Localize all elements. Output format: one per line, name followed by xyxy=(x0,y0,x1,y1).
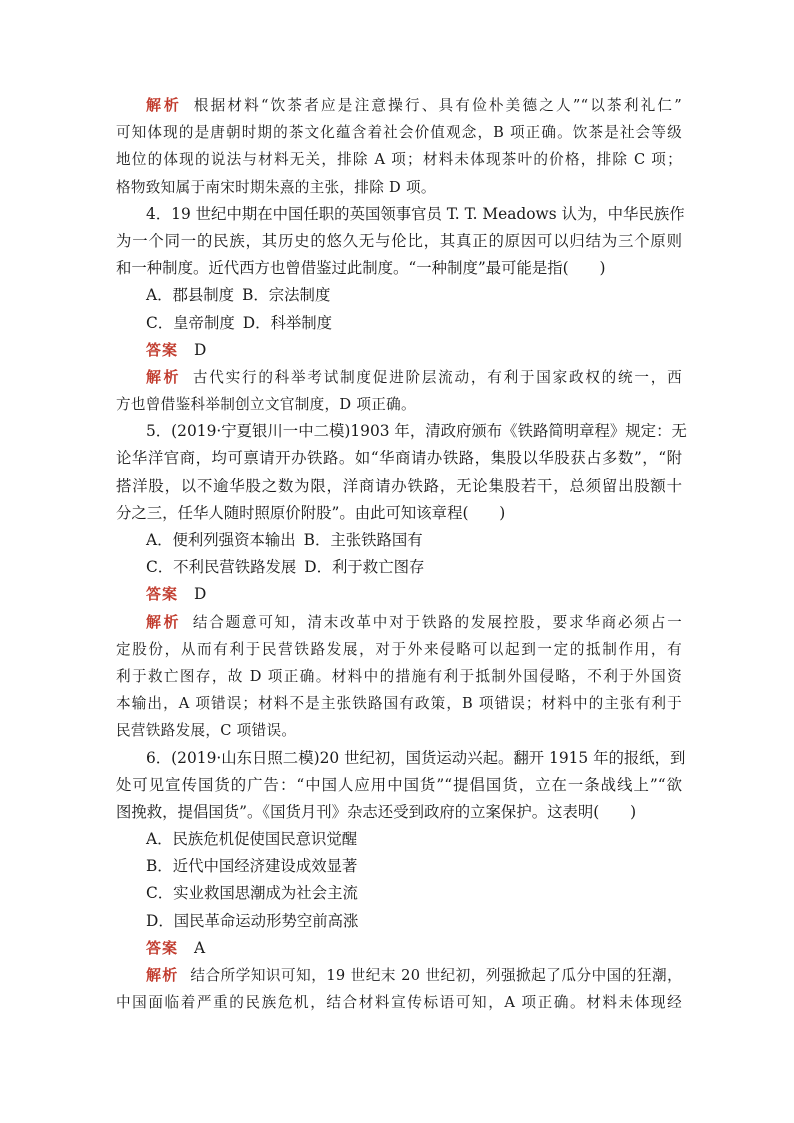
analysis-label: 解析 xyxy=(146,367,181,386)
answer-value: A xyxy=(194,938,206,957)
option-a: A．郡县制度 xyxy=(146,286,235,305)
question-stem-line: 5．(2019·宁夏银川一中二模)1903 年，清政府颁布《铁路简明章程》规定：无 xyxy=(146,422,687,441)
page-content xyxy=(116,92,687,1016)
analysis-line: 中国面临着严重的民族危机，结合材料宣传标语可知，A 项正确。材料未体现经 xyxy=(116,994,682,1012)
option-d: D．国民革命运动形势空前高涨 xyxy=(146,911,359,930)
question-stem-line: 6．(2019·山东日照二模)20 世纪初，国货运动兴起。翻开 1915 年的报纸，到 xyxy=(146,748,686,767)
analysis-line: 地位的体现的说法与材料无关，排除 A 项；材料未体现茶叶的价格，排除 C 项； xyxy=(116,151,682,169)
analysis-line: 解析 根据材料“饮茶者应是注意操行、具有俭朴美德之人”“以茶利礼仁” xyxy=(146,96,682,114)
question-stem-line: 和一种制度。近代西方也曾借鉴过此制度。“一种制度”最可能是指( ) xyxy=(116,259,606,278)
question-stem-line: 分之三，任华人随时照原价附股”。由此可知该章程( ) xyxy=(116,503,506,522)
option-b: B．主张铁路国有 xyxy=(303,531,423,549)
analysis-line: 可知体现的是唐朝时期的茶文化蕴含着社会价值观念，B 项正确。饮茶是社会等级 xyxy=(116,124,682,142)
question-stem-line: 4．19 世纪中期在中国任职的英国领事官员 T. T. Meadows 认为，中华民族作 xyxy=(146,204,685,223)
analysis-line: 格物致知属于南宋时期朱熹的主张，排除 D 项。 xyxy=(116,178,436,196)
analysis-label: 解析 xyxy=(146,612,181,631)
question-6 xyxy=(116,745,686,963)
analysis-line: 本输出，A 项错误；材料不是主张铁路国有政策，B 项错误；材料中的主张有利于 xyxy=(116,695,682,713)
option-a: A．便利列强资本输出 xyxy=(146,531,296,549)
analysis-line: 解析 古代实行的科举考试制度促进阶层流动，有利于国家政权的统一，西 xyxy=(146,367,682,386)
option-d: D．科举制度 xyxy=(242,313,333,332)
question-stem-line: 图挽救，提倡国货”。《国货月刊》杂志还受到政府的立案保护。这表明( ) xyxy=(116,802,637,821)
q5-analysis xyxy=(116,609,682,745)
option-b: B．宗法制度 xyxy=(242,286,331,305)
analysis-line: 定股份，从而有利于民营铁路发展，对于外来侵略可以起到一定的抵制作用，有 xyxy=(116,640,682,658)
option-c: C．皇帝制度 xyxy=(146,313,235,332)
analysis-label: 解析 xyxy=(146,966,179,984)
analysis-line: 解析 结合所学知识可知，19 世纪末 20 世纪初，列强掀起了瓜分中国的狂潮， xyxy=(146,966,682,984)
answer-label: 答案 xyxy=(146,585,179,604)
option-c: C．实业救国思潮成为社会主流 xyxy=(146,884,358,903)
option-d: D．利于救亡图存 xyxy=(304,558,425,577)
question-stem-line: 论华洋官商，均可禀请开办铁路。如“华商请办铁路，集股以华股获占多数”，“附 xyxy=(116,449,682,468)
answer-line xyxy=(116,581,682,608)
analysis-label: 解析 xyxy=(146,96,182,114)
analysis-line: 方也曾借鉴科举制创立文官制度，D 项正确。 xyxy=(116,396,416,414)
analysis-line: 利于救亡图存，故 D 项正确。材料中的措施有利于抵制外国侵略，不利于外国资 xyxy=(116,667,682,685)
option-row xyxy=(116,282,682,309)
answer-line xyxy=(116,935,682,962)
answer-value: D xyxy=(194,585,207,604)
question-4 xyxy=(116,201,685,364)
question-stem-line: 处可见宣传国货的广告：“中国人应用中国货”“提倡国货，立在一条战线上”“欲 xyxy=(116,775,682,794)
analysis-line: 解析 结合题意可知，清末改革中对于铁路的发展控股，要求华商必须占一 xyxy=(146,612,682,631)
option-row xyxy=(116,527,682,554)
question-stem-line: 搭洋股，以不逾华股之数为限，洋商请办铁路，无论集股若干，总须留出股额十 xyxy=(116,476,682,495)
answer-line xyxy=(116,337,682,364)
answer-value: D xyxy=(194,340,207,359)
option-c: C．不利民营铁路发展 xyxy=(146,558,297,577)
question-stem-line: 为一个同一的民族，其历史的悠久无与伦比，其真正的原因可以归结为三个原则 xyxy=(116,231,682,250)
q4-analysis xyxy=(116,364,682,418)
analysis-line: 民营铁路发展，C 项错误。 xyxy=(116,722,297,740)
answer-label: 答案 xyxy=(146,938,179,957)
option-row xyxy=(116,554,682,581)
q6-analysis xyxy=(116,962,682,1016)
answer-label: 答案 xyxy=(146,340,179,359)
q3-analysis xyxy=(116,92,682,201)
option-row xyxy=(116,310,682,337)
question-5 xyxy=(116,418,687,608)
option-a: A．民族危机促使国民意识觉醒 xyxy=(146,830,358,849)
option-b: B．近代中国经济建设成效显著 xyxy=(146,857,358,876)
